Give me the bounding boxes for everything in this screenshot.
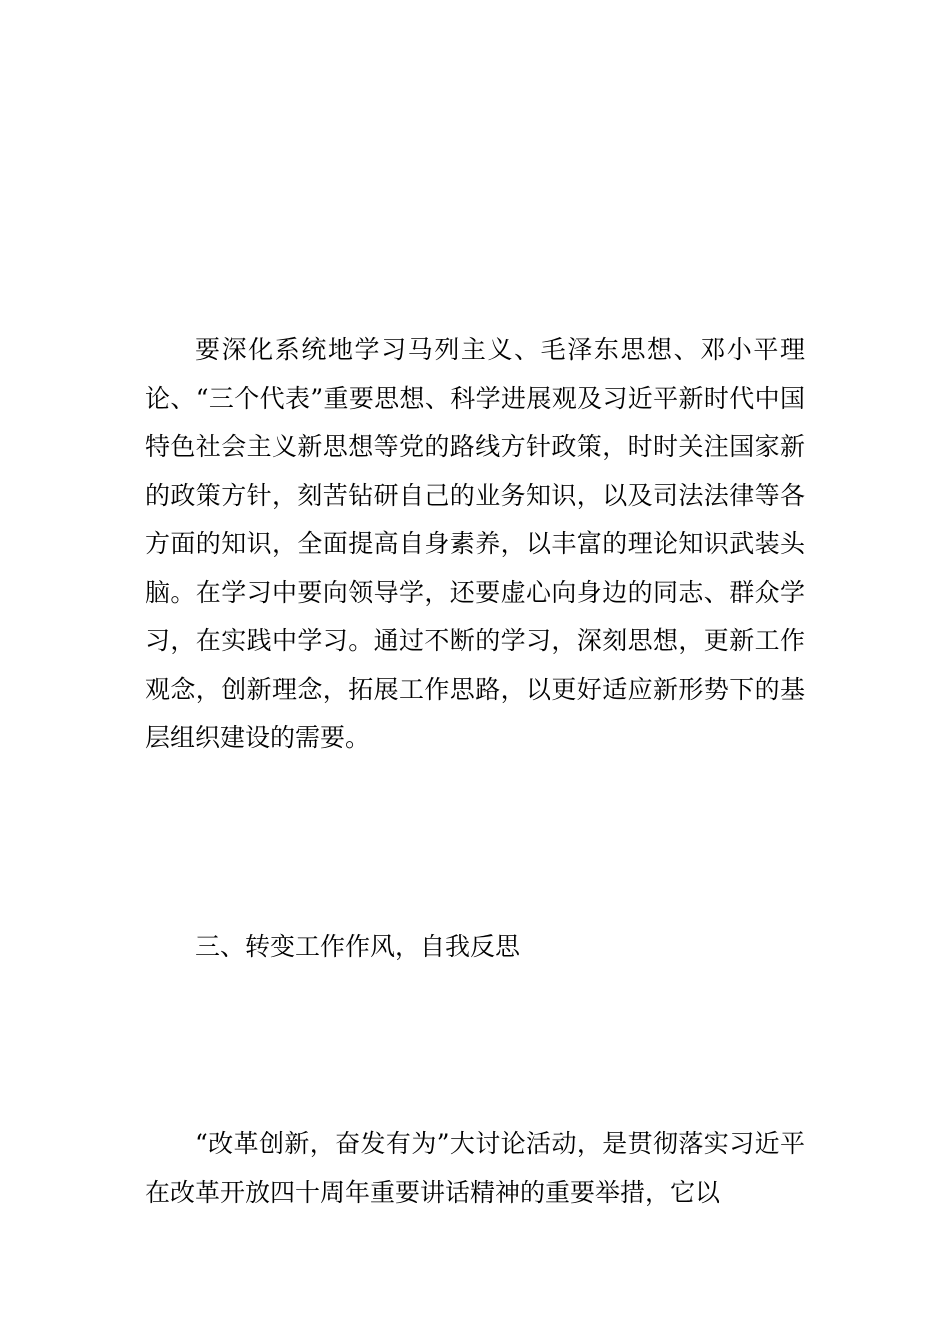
paragraph-reform: “改革创新，奋发有为”大讨论活动，是贯彻落实习近平在改革开放四十周年重要讲话精神的重要举措，它以 [145, 1129, 805, 1207]
paragraph-study: 要深化系统地学习马列主义、毛泽东思想、邓小平理论、“三个代表”重要思想、科学进展观及习近平新时代中国特色社会主义新思想等党的路线方针政策，时时关注国家新的政策方针，刻苦钻研自己的业务知识，以及司法法律等各方面的知识，全面提高自身素养，以丰富的理论知识武装头脑。在学习中要向领导学，还要虚心向身边的同志、群众学习，在实践中学习。通过不断的学习，深刻思想，更新工作观念，创新理念，拓展工作思路，以更好适应新形势下的基层组织建设的需要。 [145, 335, 805, 752]
section-heading: 三、转变工作作风，自我反思 [195, 932, 521, 961]
